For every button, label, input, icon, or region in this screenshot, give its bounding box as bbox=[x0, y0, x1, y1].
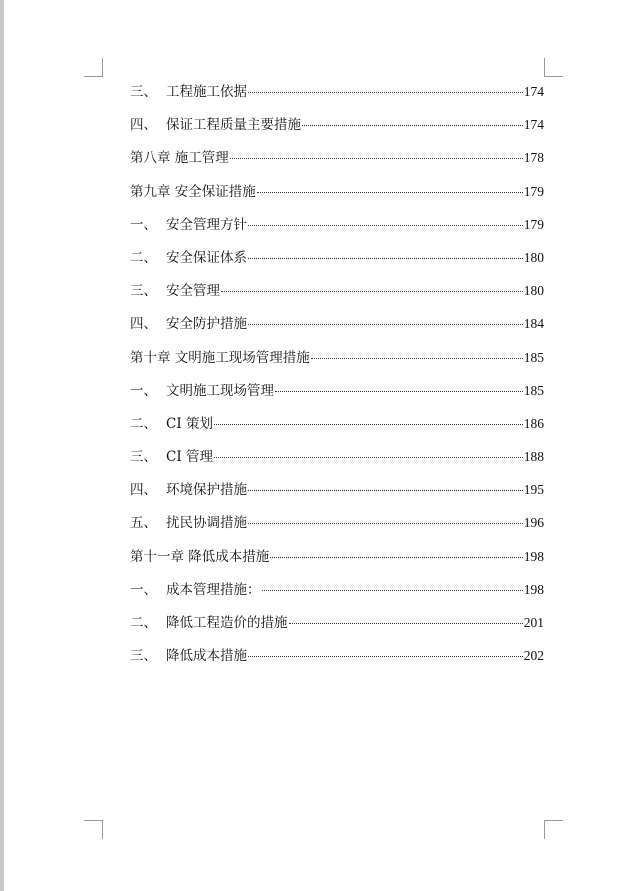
toc-entry-number: 四、 bbox=[130, 316, 157, 333]
toc-entry[interactable] bbox=[130, 511, 544, 544]
toc-entry-page-number: 188 bbox=[523, 449, 544, 465]
toc-entry-title: CI 管理 bbox=[166, 449, 213, 466]
toc-entry-page-number: 196 bbox=[523, 515, 544, 531]
toc-entry-label bbox=[130, 246, 247, 270]
toc-entry-title: 保证工程质量主要措施 bbox=[166, 117, 301, 134]
toc-entry[interactable] bbox=[130, 545, 544, 578]
toc-entry-label bbox=[130, 611, 288, 635]
toc-entry[interactable] bbox=[130, 346, 544, 379]
toc-entry-title: 第九章 安全保证措施 bbox=[130, 183, 256, 200]
toc-entry-label bbox=[130, 644, 247, 668]
toc-entry-label bbox=[130, 379, 274, 403]
toc-entry-page-number: 180 bbox=[523, 249, 544, 265]
toc-entry-page-number: 174 bbox=[523, 84, 544, 99]
toc-entry-title: 扰民协调措施 bbox=[166, 515, 247, 532]
dot-leader bbox=[257, 192, 523, 193]
toc-entry-label bbox=[130, 113, 301, 137]
toc-entry-number: 一、 bbox=[130, 216, 157, 233]
toc-entry[interactable] bbox=[130, 379, 544, 412]
toc-entry-page-number: 198 bbox=[523, 581, 544, 597]
toc-entry-label bbox=[130, 478, 247, 502]
dot-leader bbox=[214, 424, 523, 425]
dot-leader bbox=[248, 258, 523, 259]
toc-entry-label bbox=[130, 445, 213, 469]
toc-entry-number: 五、 bbox=[130, 515, 157, 532]
toc-entry-title: 第八章 施工管理 bbox=[130, 150, 229, 167]
toc-entry[interactable] bbox=[130, 146, 544, 179]
toc-entry-label bbox=[130, 578, 261, 602]
toc-entry[interactable] bbox=[130, 611, 544, 644]
toc-entry-title: 安全保证体系 bbox=[166, 249, 247, 266]
toc-entry-title: 安全管理方针 bbox=[166, 216, 247, 233]
toc-entry-title: 第十章 文明施工现场管理措施 bbox=[130, 349, 310, 366]
toc-entry-page-number: 185 bbox=[523, 349, 544, 365]
toc-entry-title: 安全防护措施 bbox=[166, 316, 247, 333]
dot-leader bbox=[275, 391, 523, 392]
toc-entry-title: 降低工程造价的措施 bbox=[166, 615, 288, 631]
toc-entry[interactable] bbox=[130, 478, 544, 511]
toc-entry[interactable] bbox=[130, 445, 544, 478]
dot-leader bbox=[311, 358, 523, 359]
toc-entry-number: 四、 bbox=[130, 482, 157, 499]
toc-entry-title: 降低成本措施 bbox=[166, 648, 247, 665]
toc-entry-number: 二、 bbox=[130, 249, 157, 266]
dot-leader bbox=[262, 590, 523, 591]
toc-entry-title: 第十一章 降低成本措施 bbox=[130, 548, 270, 565]
dot-leader bbox=[230, 158, 523, 159]
crop-mark-bottom-left bbox=[84, 820, 103, 839]
toc-entry-label bbox=[130, 511, 247, 535]
toc-entry[interactable] bbox=[130, 644, 544, 677]
toc-entry-label bbox=[130, 80, 247, 104]
crop-mark-bottom-right bbox=[544, 820, 563, 839]
toc-entry-page-number: 184 bbox=[523, 316, 544, 332]
dot-leader bbox=[221, 291, 523, 292]
toc-entry-number: 三、 bbox=[130, 283, 157, 300]
toc-entry-label bbox=[130, 279, 220, 303]
toc-entry[interactable] bbox=[130, 80, 544, 113]
toc-entry-title: 文明施工现场管理 bbox=[166, 382, 274, 399]
toc-entry-title: 工程施工依据 bbox=[166, 84, 247, 100]
toc-entry-label bbox=[130, 213, 247, 237]
toc-entry-label bbox=[130, 545, 269, 569]
toc-entry[interactable] bbox=[130, 312, 544, 345]
toc-entry[interactable] bbox=[130, 213, 544, 246]
toc-entry-title: 成本管理措施： bbox=[166, 581, 261, 598]
toc-entry-label bbox=[130, 146, 229, 170]
toc-entry-page-number: 195 bbox=[523, 482, 544, 498]
dot-leader bbox=[248, 490, 523, 491]
toc-entry-title: CI 策划 bbox=[166, 415, 213, 432]
toc-entry-page-number: 186 bbox=[523, 415, 544, 431]
dot-leader bbox=[248, 92, 523, 93]
toc-entry-label bbox=[130, 180, 256, 204]
toc-entry-page-number: 180 bbox=[523, 283, 544, 299]
toc-entry-title: 环境保护措施 bbox=[166, 482, 247, 499]
toc-entry[interactable] bbox=[130, 113, 544, 146]
toc-entry-page-number: 202 bbox=[523, 648, 544, 664]
toc-entry-page-number: 174 bbox=[523, 117, 544, 133]
toc-entry-number: 一、 bbox=[130, 581, 157, 598]
toc-entry-number: 三、 bbox=[130, 648, 157, 665]
toc-entry-page-number: 179 bbox=[523, 183, 544, 199]
dot-leader bbox=[248, 656, 523, 657]
toc-entry-number: 三、 bbox=[130, 84, 157, 100]
toc-entry-label bbox=[130, 412, 213, 436]
crop-mark-top-left bbox=[84, 58, 103, 77]
toc-entry-number: 二、 bbox=[130, 415, 157, 432]
toc-entry-label bbox=[130, 312, 247, 336]
dot-leader bbox=[248, 523, 523, 524]
toc-entry-number: 一、 bbox=[130, 382, 157, 399]
toc-entry-page-number: 178 bbox=[523, 150, 544, 166]
dot-leader bbox=[248, 324, 523, 325]
dot-leader bbox=[214, 457, 523, 458]
dot-leader bbox=[302, 125, 523, 126]
toc-entry[interactable] bbox=[130, 578, 544, 611]
toc-entry-page-number: 185 bbox=[523, 382, 544, 398]
dot-leader bbox=[270, 557, 522, 558]
toc-entry[interactable] bbox=[130, 412, 544, 445]
toc-entry[interactable] bbox=[130, 246, 544, 279]
table-of-contents bbox=[130, 80, 544, 677]
toc-entry[interactable] bbox=[130, 180, 544, 213]
toc-entry-number: 二、 bbox=[130, 615, 157, 631]
toc-entry-number: 三、 bbox=[130, 449, 157, 466]
toc-entry-page-number: 179 bbox=[523, 216, 544, 232]
crop-mark-top-right bbox=[544, 58, 563, 77]
toc-entry-number: 四、 bbox=[130, 117, 157, 134]
toc-entry-label bbox=[130, 346, 310, 370]
dot-leader bbox=[289, 623, 523, 624]
toc-entry[interactable] bbox=[130, 279, 544, 312]
toc-entry-page-number: 198 bbox=[523, 548, 544, 564]
dot-leader bbox=[248, 225, 523, 226]
document-page bbox=[4, 0, 632, 891]
toc-entry-title: 安全管理 bbox=[166, 283, 220, 300]
toc-entry-page-number: 201 bbox=[523, 615, 544, 630]
